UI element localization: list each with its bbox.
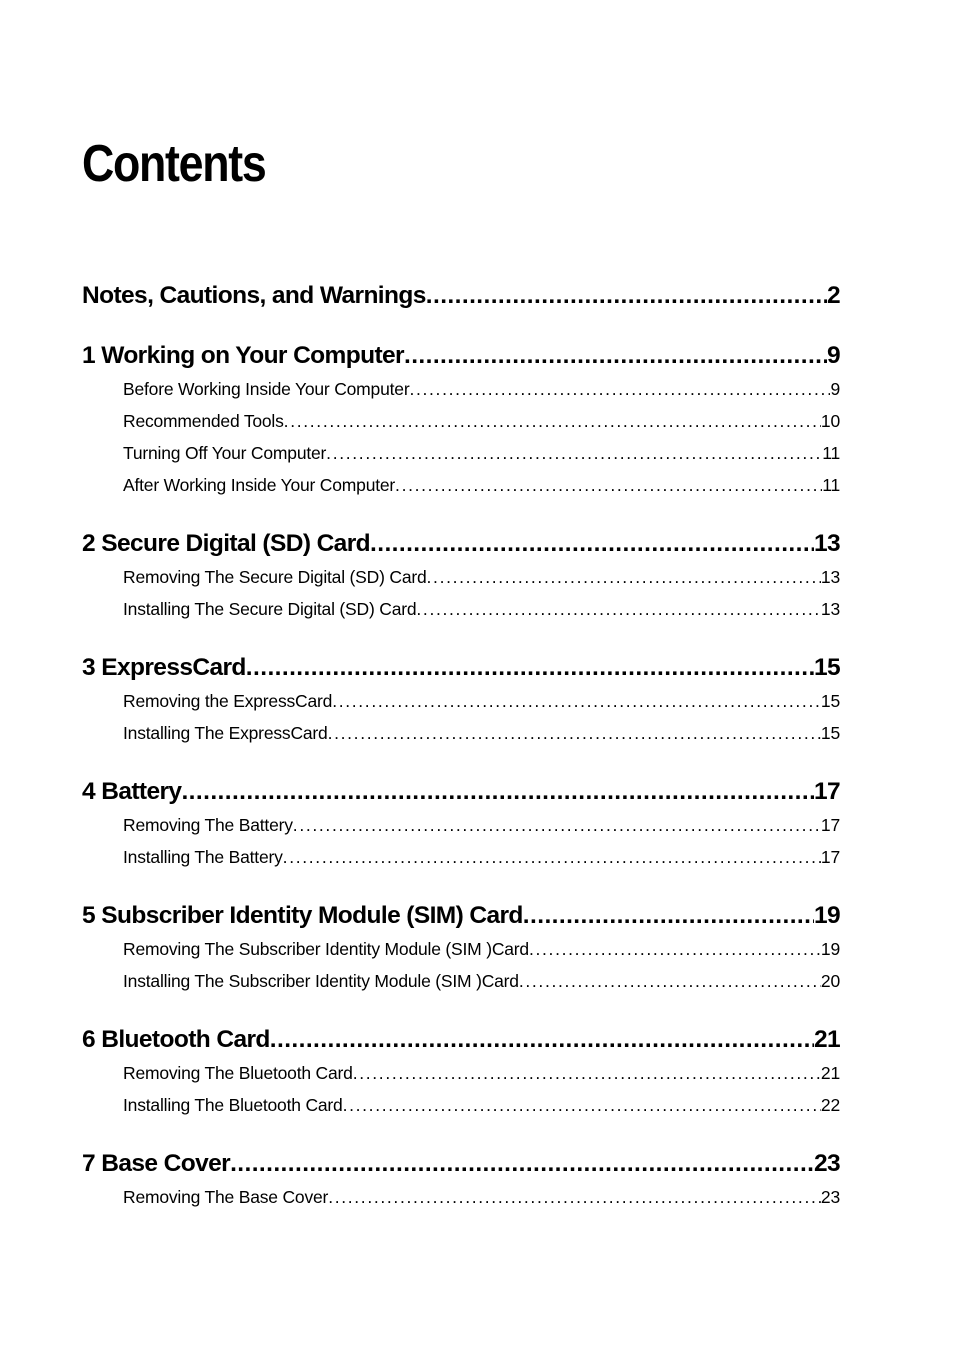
toc-chapter-entry-label: 2 Secure Digital (SD) Card xyxy=(82,530,371,557)
toc-chapter-entry[interactable] xyxy=(82,1026,840,1063)
dot-leader xyxy=(283,847,821,868)
toc-sub-entry[interactable] xyxy=(82,567,840,599)
toc-sub-entry-page-number: 20 xyxy=(820,971,840,991)
dot-leader xyxy=(328,723,821,744)
toc-chapter-entry[interactable] xyxy=(82,654,840,691)
toc-sub-entry-page-number: 9 xyxy=(830,379,840,399)
dot-leader xyxy=(332,691,821,712)
toc-chapter-entry-page-number: 13 xyxy=(813,530,840,557)
toc-sub-entry[interactable] xyxy=(82,847,840,879)
toc-sub-entry-label: Installing The Subscriber Identity Module (SIM )Card xyxy=(123,971,519,991)
toc-chapter-entry-label: Notes, Cautions, and Warnings xyxy=(82,282,426,309)
toc-sub-entry[interactable] xyxy=(82,599,840,631)
toc-sub-entry[interactable] xyxy=(82,1187,840,1219)
dot-leader xyxy=(529,939,821,960)
toc-chapter-entry[interactable] xyxy=(82,342,840,379)
toc-sub-entry-label: Recommended Tools xyxy=(123,411,284,431)
toc-sub-entry-label: Removing The Battery xyxy=(123,815,293,835)
dot-leader xyxy=(328,1187,821,1208)
toc-sub-entry-page-number: 19 xyxy=(820,939,840,959)
dot-leader xyxy=(523,902,814,930)
toc-section xyxy=(82,654,840,755)
toc-section xyxy=(82,778,840,879)
toc-chapter-entry-label: 6 Bluetooth Card xyxy=(82,1026,270,1053)
toc-sub-entry-page-number: 10 xyxy=(820,411,840,431)
dot-leader xyxy=(370,530,814,558)
toc-sub-entry-label: Removing the ExpressCard xyxy=(123,691,333,711)
toc-sub-entry-page-number: 13 xyxy=(820,599,840,619)
toc-sub-entry[interactable] xyxy=(82,691,840,723)
toc-chapter-entry-label: 4 Battery xyxy=(82,778,182,805)
toc-sub-entry-label: Installing The Battery xyxy=(123,847,283,867)
toc-chapter-entry-page-number: 17 xyxy=(813,778,840,805)
dot-leader xyxy=(293,815,821,836)
toc-chapter-entry[interactable] xyxy=(82,282,840,319)
dot-leader xyxy=(353,1063,821,1084)
toc-sub-entry-label: Turning Off Your Computer xyxy=(123,443,327,463)
toc-sub-entry[interactable] xyxy=(82,971,840,1003)
dot-leader xyxy=(519,971,821,992)
toc-sub-entry-label: Removing The Subscriber Identity Module (SIM )Card xyxy=(123,939,529,959)
toc-section xyxy=(82,1026,840,1127)
toc-sub-entry-label: Installing The Secure Digital (SD) Card xyxy=(123,599,417,619)
toc-sub-entry-page-number: 13 xyxy=(820,567,840,587)
dot-leader xyxy=(395,475,822,496)
toc-section xyxy=(82,902,840,1003)
toc-sub-entry[interactable] xyxy=(82,411,840,443)
dot-leader xyxy=(426,282,827,310)
toc-sub-entry[interactable] xyxy=(82,1063,840,1095)
toc-chapter-entry-page-number: 19 xyxy=(813,902,840,929)
toc-chapter-entry-label: 5 Subscriber Identity Module (SIM) Card xyxy=(82,902,523,929)
toc-sub-entry-page-number: 11 xyxy=(822,475,840,495)
toc-section xyxy=(82,282,840,319)
toc-chapter-entry-label: 1 Working on Your Computer xyxy=(82,342,404,369)
toc-sub-entry-page-number: 22 xyxy=(820,1095,840,1115)
toc-sub-entry-page-number: 17 xyxy=(820,847,840,867)
toc-chapter-entry[interactable] xyxy=(82,530,840,567)
dot-leader xyxy=(416,599,821,620)
toc-chapter-entry-page-number: 23 xyxy=(813,1150,840,1177)
toc-section xyxy=(82,1150,840,1219)
toc-chapter-entry-page-number: 9 xyxy=(826,342,840,369)
dot-leader xyxy=(409,379,830,400)
dot-leader xyxy=(427,567,821,588)
toc-sub-entry[interactable] xyxy=(82,723,840,755)
toc-chapter-entry-page-number: 21 xyxy=(813,1026,840,1053)
dot-leader xyxy=(230,1150,814,1178)
toc-sub-entry-label: Installing The ExpressCard xyxy=(123,723,328,743)
toc-chapter-entry[interactable] xyxy=(82,1150,840,1187)
toc-sub-entry-label: Before Working Inside Your Computer xyxy=(123,379,410,399)
toc-section xyxy=(82,530,840,631)
toc-chapter-entry-page-number: 15 xyxy=(813,654,840,681)
toc-sub-entry-page-number: 11 xyxy=(822,443,840,463)
dot-leader xyxy=(246,654,814,682)
toc-chapter-entry[interactable] xyxy=(82,902,840,939)
toc-chapter-entry-label: 7 Base Cover xyxy=(82,1150,231,1177)
toc-chapter-entry-label: 3 ExpressCard xyxy=(82,654,246,681)
toc-sub-entry[interactable] xyxy=(82,815,840,847)
dot-leader xyxy=(404,342,827,370)
toc-sub-entry-label: After Working Inside Your Computer xyxy=(123,475,396,495)
dot-leader xyxy=(326,443,822,464)
dot-leader xyxy=(284,411,821,432)
toc-sub-entry-label: Removing The Bluetooth Card xyxy=(123,1063,353,1083)
toc-sub-entry-label: Installing The Bluetooth Card xyxy=(123,1095,343,1115)
toc-sub-entry-page-number: 23 xyxy=(820,1187,840,1207)
toc-sub-entry[interactable] xyxy=(82,475,840,507)
toc-sub-entry-page-number: 15 xyxy=(820,723,840,743)
toc-sub-entry-page-number: 15 xyxy=(820,691,840,711)
toc-sub-entry-label: Removing The Base Cover xyxy=(123,1187,329,1207)
toc-sub-entry[interactable] xyxy=(82,443,840,475)
toc-section xyxy=(82,342,840,507)
toc-sub-entry[interactable] xyxy=(82,379,840,411)
toc-sub-entry[interactable] xyxy=(82,939,840,971)
dot-leader xyxy=(270,1026,814,1054)
toc-sub-entry-page-number: 17 xyxy=(820,815,840,835)
toc-sub-entry-page-number: 21 xyxy=(820,1063,840,1083)
toc-chapter-entry[interactable] xyxy=(82,778,840,815)
dot-leader xyxy=(181,778,813,806)
page-title: Contents xyxy=(82,135,266,193)
dot-leader xyxy=(343,1095,821,1116)
toc-chapter-entry-page-number: 2 xyxy=(826,282,840,309)
table-of-contents xyxy=(82,282,840,1242)
toc-sub-entry-label: Removing The Secure Digital (SD) Card xyxy=(123,567,427,587)
toc-sub-entry[interactable] xyxy=(82,1095,840,1127)
